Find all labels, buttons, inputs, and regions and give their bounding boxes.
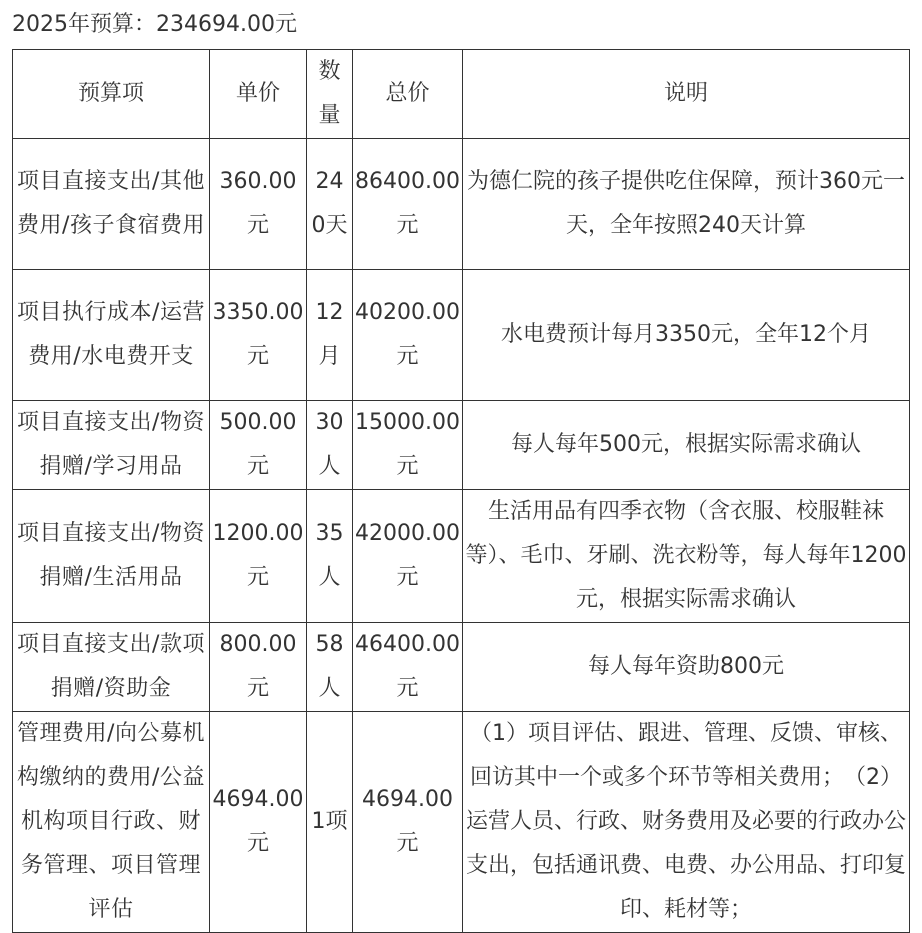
cell-total: 40200.00元 xyxy=(353,270,463,401)
cell-total: 46400.00元 xyxy=(353,623,463,712)
cell-quantity: 1项 xyxy=(307,712,353,933)
cell-total: 42000.00元 xyxy=(353,490,463,623)
cell-unit-price: 800.00元 xyxy=(210,623,307,712)
cell-description: 每人每年资助800元 xyxy=(463,623,910,712)
cell-quantity: 12月 xyxy=(307,270,353,401)
cell-unit-price: 4694.00元 xyxy=(210,712,307,933)
cell-unit-price: 360.00元 xyxy=(210,139,307,270)
header-unit-price: 单价 xyxy=(210,50,307,139)
header-description: 说明 xyxy=(463,50,910,139)
cell-item: 项目直接支出/其他费用/孩子食宿费用 xyxy=(13,139,210,270)
cell-unit-price: 1200.00元 xyxy=(210,490,307,623)
cell-total: 15000.00元 xyxy=(353,401,463,490)
table-row xyxy=(13,270,910,401)
header-item: 预算项 xyxy=(13,50,210,139)
table-row xyxy=(13,712,910,933)
cell-quantity: 240天 xyxy=(307,139,353,270)
cell-description: 生活用品有四季衣物（含衣服、校服鞋袜等）、毛巾、牙刷、洗衣粉等，每人每年1200元，根据实际需求确认 xyxy=(463,490,910,623)
cell-total: 4694.00元 xyxy=(353,712,463,933)
cell-unit-price: 500.00元 xyxy=(210,401,307,490)
table-row xyxy=(13,623,910,712)
cell-quantity: 30人 xyxy=(307,401,353,490)
cell-total: 86400.00元 xyxy=(353,139,463,270)
cell-quantity: 35人 xyxy=(307,490,353,623)
cell-item: 项目执行成本/运营费用/水电费开支 xyxy=(13,270,210,401)
table-row xyxy=(13,490,910,623)
cell-item: 管理费用/向公募机构缴纳的费用/公益机构项目行政、财务管理、项目管理评估 xyxy=(13,712,210,933)
table-row xyxy=(13,401,910,490)
header-total: 总价 xyxy=(353,50,463,139)
header-quantity: 数量 xyxy=(307,50,353,139)
cell-quantity: 58人 xyxy=(307,623,353,712)
table-header-row xyxy=(13,50,910,139)
table-row xyxy=(13,139,910,270)
cell-description: （1）项目评估、跟进、管理、反馈、审核、回访其中一个或多个环节等相关费用； （2）运营人员、行政、财务费用及必要的行政办公支出，包括通讯费、电费、办公用品、打印复印、耗材等； xyxy=(463,712,910,933)
cell-description: 水电费预计每月3350元，全年12个月 xyxy=(463,270,910,401)
cell-description: 为德仁院的孩子提供吃住保障，预计360元一天，全年按照240天计算 xyxy=(463,139,910,270)
cell-item: 项目直接支出/款项捐赠/资助金 xyxy=(13,623,210,712)
budget-title: 2025年预算：234694.00元 xyxy=(12,12,297,37)
cell-description: 每人每年500元，根据实际需求确认 xyxy=(463,401,910,490)
cell-item: 项目直接支出/物资捐赠/生活用品 xyxy=(13,490,210,623)
budget-table xyxy=(12,49,910,933)
cell-item: 项目直接支出/物资捐赠/学习用品 xyxy=(13,401,210,490)
cell-unit-price: 3350.00元 xyxy=(210,270,307,401)
